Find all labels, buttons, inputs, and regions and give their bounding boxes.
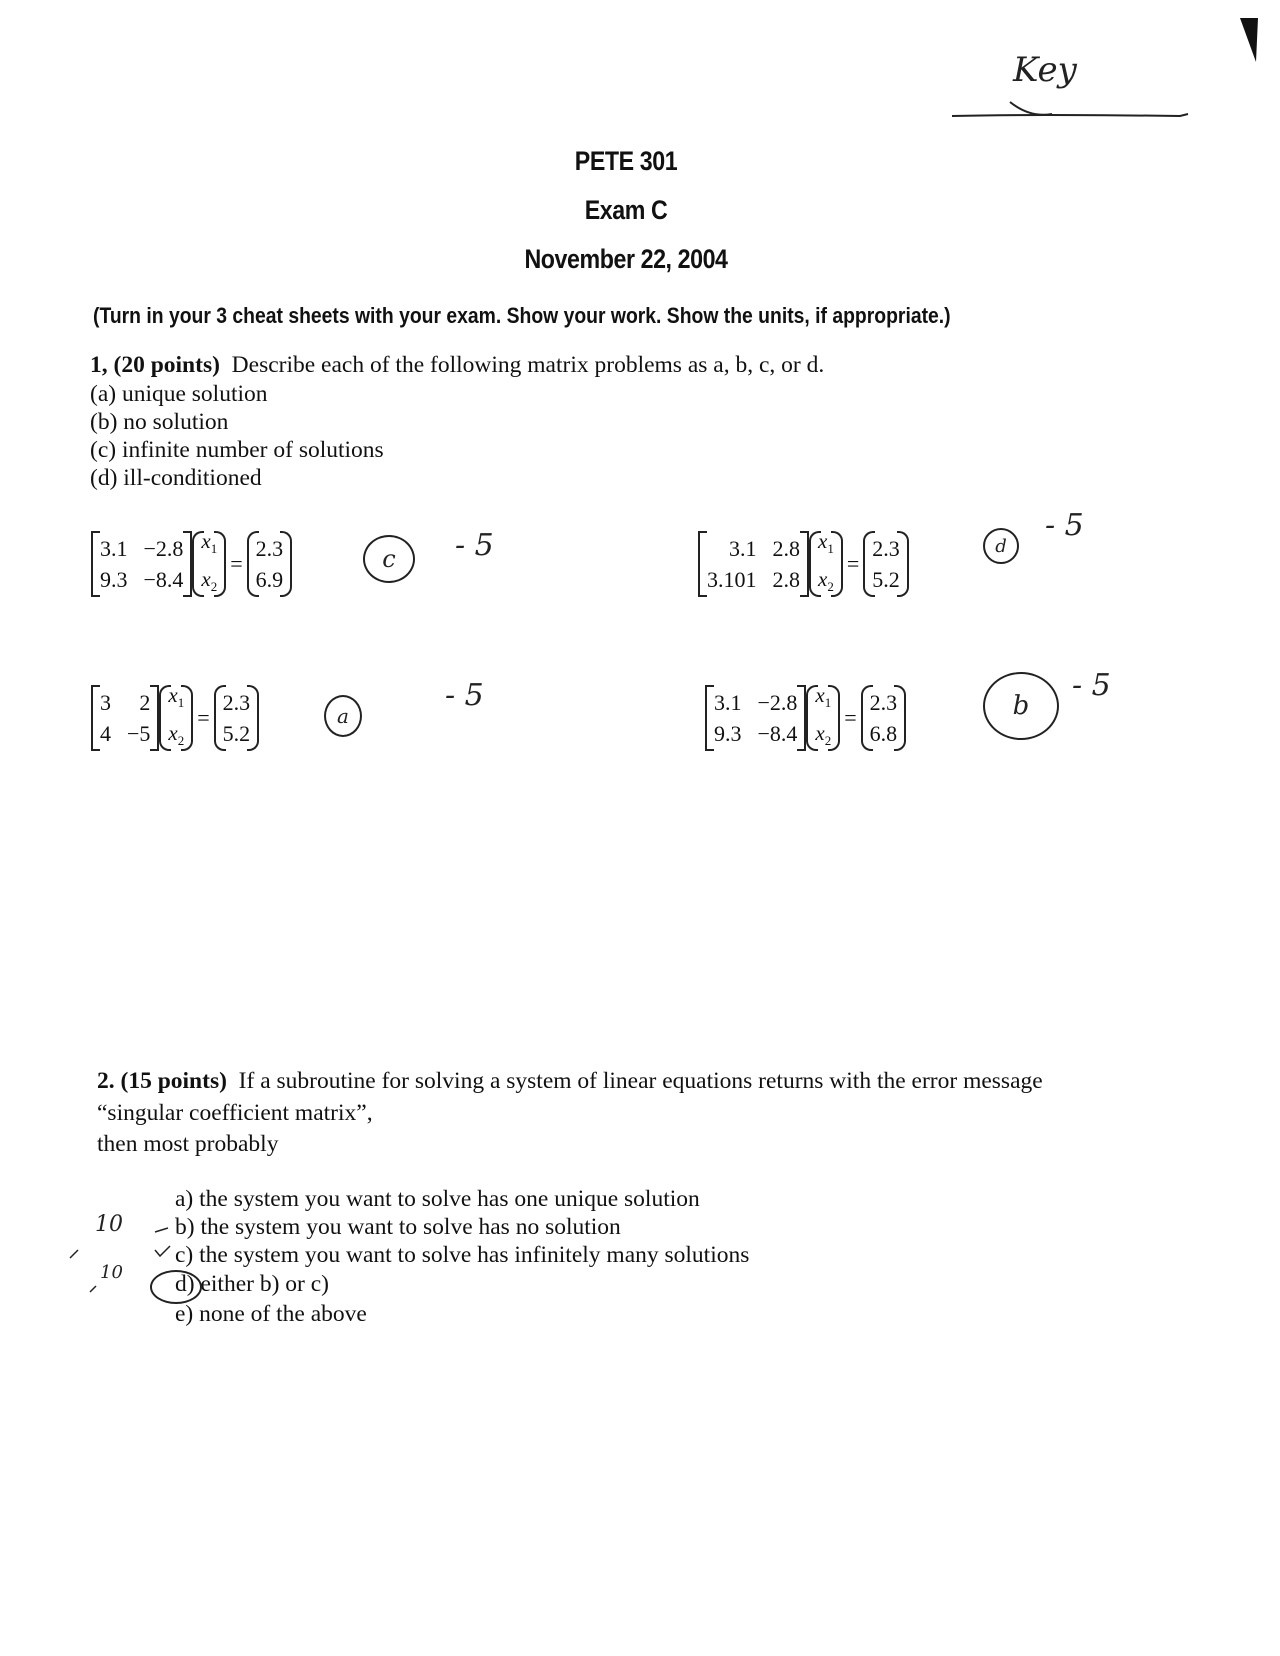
q1-option-a: (a) unique solution <box>90 381 268 407</box>
var-symbol: x <box>201 528 211 553</box>
var-subscript: 2 <box>210 579 218 595</box>
var-subscript: 1 <box>824 695 832 710</box>
equals-sign: = <box>846 551 860 576</box>
matrix-cell: 9.3 <box>714 721 742 746</box>
coefficient-matrix <box>91 683 159 753</box>
var-subscript: 1 <box>177 695 185 710</box>
matrix-cell: −8.4 <box>757 721 798 746</box>
question2-prompt: If a subroutine for solving a system of linear equations returns with the error message <box>238 1068 1043 1094</box>
q2-option-b: b) the system you want to solve has no solution <box>175 1214 621 1240</box>
key-annotation: Key <box>1013 50 1077 90</box>
matrix-cell: 2.8 <box>772 567 800 592</box>
vector-cell: 2.3 <box>869 690 898 715</box>
matrix-cell: 3.101 <box>707 567 757 592</box>
matrix-cell: 9.3 <box>100 567 128 592</box>
coefficient-matrix <box>91 529 192 599</box>
q2-option-a: a) the system you want to solve has one unique solution <box>175 1186 700 1212</box>
vector-cell: 2.3 <box>255 536 284 561</box>
score-mark: - 5 <box>1072 668 1111 703</box>
rhs-vector <box>247 529 293 599</box>
unknown-vector <box>159 683 193 753</box>
vector-cell: 2.3 <box>872 536 900 561</box>
q1-option-d: (d) ill-conditioned <box>90 465 262 491</box>
score-mark: - 5 <box>455 528 494 563</box>
question1-prompt: Describe each of the following matrix problems as a, b, c, or d. <box>231 352 825 378</box>
coefficient-matrix <box>698 529 809 599</box>
var-subscript: 2 <box>177 733 185 749</box>
margin-score: 10 <box>100 1262 123 1283</box>
rhs-vector <box>863 529 909 599</box>
var-x1 <box>168 682 184 716</box>
matrix-cell: 4 <box>100 721 111 746</box>
q1-option-c: (c) infinite number of solutions <box>90 437 384 463</box>
matrix-problem-2 <box>698 526 909 602</box>
vector-cell: 6.8 <box>869 721 898 746</box>
question2-label: 2. (15 points) <box>97 1068 227 1094</box>
var-symbol: x <box>818 528 828 553</box>
check-marks <box>60 1220 200 1300</box>
matrix-cell: −8.4 <box>143 567 184 592</box>
answer-circle: b <box>983 672 1059 740</box>
equals-sign: = <box>230 551 243 576</box>
question1-label: 1, (20 points) <box>90 352 220 378</box>
matrix-problem-4 <box>705 680 906 756</box>
var-symbol: x <box>201 567 211 591</box>
question2-prompt-2: “singular coefficient matrix”, <box>97 1100 373 1126</box>
var-subscript: 1 <box>827 541 834 556</box>
rhs-vector <box>214 683 260 753</box>
equals-sign: = <box>197 705 210 730</box>
var-x1 <box>818 528 834 562</box>
matrix-cell: 3.1 <box>714 690 742 715</box>
instructions: (Turn in your 3 cheat sheets with your exam. Show your work. Show the units, if appropriate.) <box>93 303 951 328</box>
coefficient-matrix <box>705 683 806 753</box>
var-subscript: 1 <box>210 541 218 556</box>
var-x2 <box>168 720 184 754</box>
answer-circle: a <box>324 695 362 737</box>
answer-circle: d <box>983 528 1019 564</box>
vector-cell: 2.3 <box>222 690 251 715</box>
equals-sign: = <box>844 705 857 730</box>
score-mark: - 5 <box>445 678 484 713</box>
margin-score: 10 <box>95 1212 123 1237</box>
vector-cell: 5.2 <box>872 567 900 592</box>
matrix-problem-3 <box>91 680 259 756</box>
var-x2 <box>815 720 831 754</box>
matrix-cell: 2.8 <box>772 536 800 561</box>
var-x1 <box>201 528 217 562</box>
q2-option-c: c) the system you want to solve has infinitely many solutions <box>175 1242 750 1268</box>
q2-option-e: e) none of the above <box>175 1301 367 1327</box>
question2-heading <box>97 1068 1043 1095</box>
matrix-cell: 2 <box>139 690 151 715</box>
question1-heading <box>90 352 824 379</box>
question2-prompt-3: then most probably <box>97 1131 279 1157</box>
corner-mark <box>1240 18 1260 64</box>
var-x2 <box>818 566 834 600</box>
matrix-cell: −2.8 <box>757 690 798 715</box>
vector-cell: 6.9 <box>255 567 284 592</box>
var-symbol: x <box>815 721 825 745</box>
var-x2 <box>201 566 217 600</box>
exam-date: November 22, 2004 <box>524 244 728 274</box>
course-title: PETE 301 <box>574 146 678 176</box>
vector-cell: 5.2 <box>222 721 251 746</box>
matrix-cell: 3.1 <box>100 536 128 561</box>
unknown-vector <box>806 683 840 753</box>
matrix-cell: −2.8 <box>143 536 184 561</box>
var-x1 <box>815 682 831 716</box>
answer-circle: c <box>363 535 415 583</box>
var-symbol: x <box>815 682 825 707</box>
score-mark: - 5 <box>1045 508 1084 543</box>
matrix-cell: −5 <box>127 721 151 746</box>
unknown-vector <box>192 529 226 599</box>
var-symbol: x <box>818 567 828 591</box>
q2-option-d: d) either b) or c) <box>175 1271 329 1297</box>
key-underline <box>950 100 1190 130</box>
q1-option-b: (b) no solution <box>90 409 229 435</box>
matrix-cell: 3.1 <box>729 536 757 561</box>
matrix-problem-1 <box>91 526 292 602</box>
var-subscript: 2 <box>824 733 832 749</box>
rhs-vector <box>861 683 907 753</box>
unknown-vector <box>809 529 843 599</box>
var-subscript: 2 <box>827 579 834 595</box>
var-symbol: x <box>168 721 178 745</box>
exam-title: Exam C <box>584 195 668 225</box>
var-symbol: x <box>168 682 178 707</box>
matrix-cell: 3 <box>100 690 111 715</box>
